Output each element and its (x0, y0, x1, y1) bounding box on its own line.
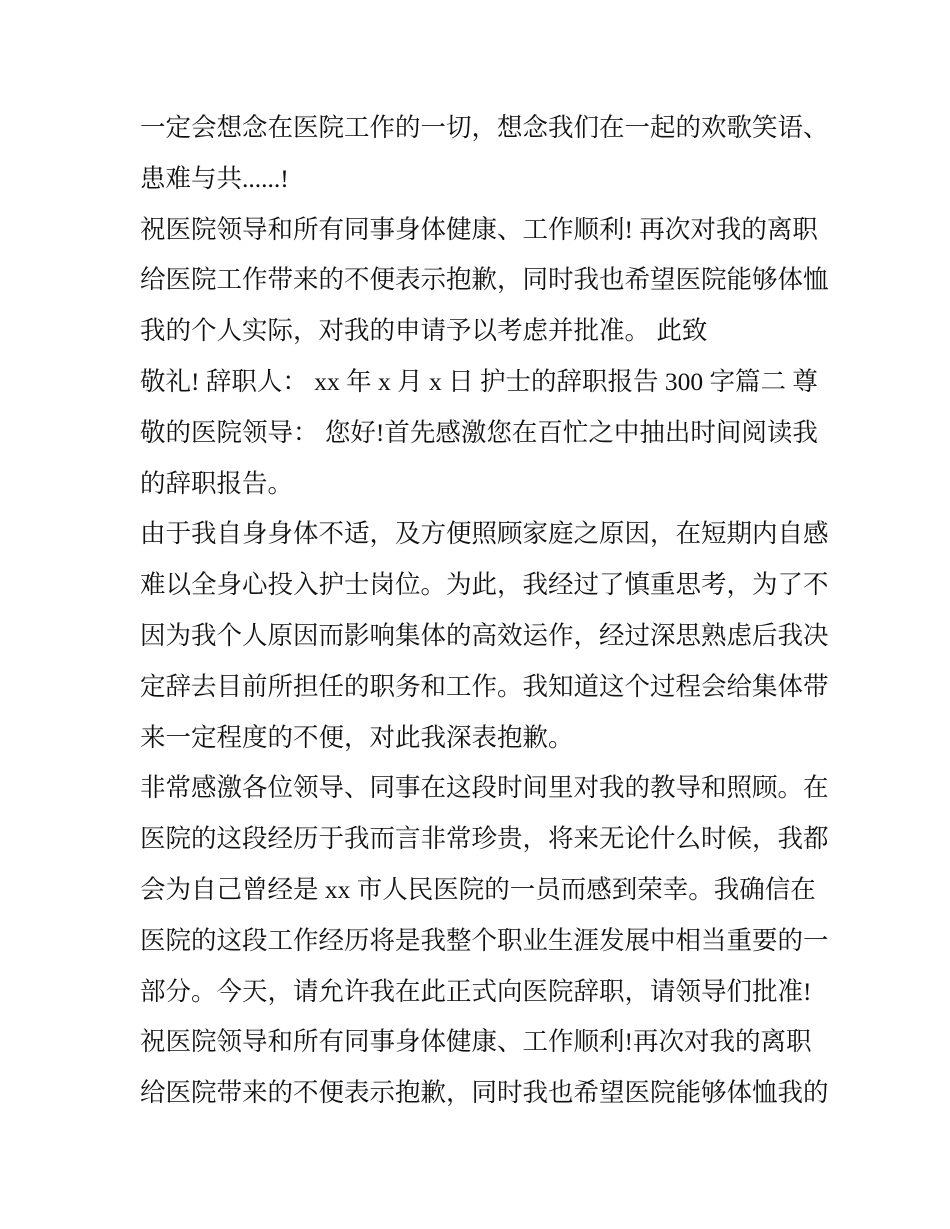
text-line: 一定会想念在医院工作的一切，想念我们在一起的欢歌笑语、 (140, 113, 829, 142)
text-line: 难以全身心投入护士岗位。为此，我经过了慎重思考，为了不 (140, 570, 829, 600)
text-line: 来一定程度的不便，对此我深表抱歉。 (140, 722, 574, 752)
text-line: 我的个人实际，对我的申请予以考虑并批准。 此致 (140, 316, 708, 346)
text-line: 医院的这段经历于我而言非常珍贵，将来无论什么时候，我都 (140, 824, 829, 854)
text-line: 敬的医院领导： 您好!首先感激您在百忙之中抽出时间阅读我 (140, 417, 818, 447)
text-line: 非常感激各位领导、同事在这段时间里对我的教导和照顾。在 (140, 773, 829, 803)
text-line: 由于我自身身体不适，及方便照顾家庭之原因，在短期内自感 (140, 519, 829, 549)
text-line: 祝医院领导和所有同事身体健康、工作顺利! 再次对我的离职 (140, 214, 818, 244)
text-line: 定辞去目前所担任的职务和工作。我知道这个过程会给集体带 (140, 671, 829, 701)
text-line: 给医院带来的不便表示抱歉，同时我也希望医院能够体恤我的 (140, 1078, 829, 1108)
text-line: 的辞职报告。 (140, 468, 294, 498)
text-line: 部分。今天，请允许我在此正式向医院辞职，请领导们批准! (140, 976, 812, 1006)
text-line: 会为自己曾经是 xx 市人民医院的一员而感到荣幸。我确信在 (140, 874, 816, 904)
text-line: 给医院工作带来的不便表示抱歉，同时我也希望医院能够体恤 (140, 265, 829, 295)
document-page (140, 103, 830, 1119)
text-line: 医院的这段工作经历将是我整个职业生涯发展中相当重要的一 (140, 925, 829, 955)
text-line: 祝医院领导和所有同事身体健康、工作顺利!再次对我的离职 (140, 1027, 812, 1057)
text-line: 患难与共......! (140, 163, 289, 193)
text-line: 因为我个人原因而影响集体的高效运作，经过深思熟虑后我决 (140, 620, 829, 650)
text-line: 敬礼! 辞职人： xx 年 x 月 x 日 护士的辞职报告 300 字篇二 尊 (140, 366, 818, 396)
